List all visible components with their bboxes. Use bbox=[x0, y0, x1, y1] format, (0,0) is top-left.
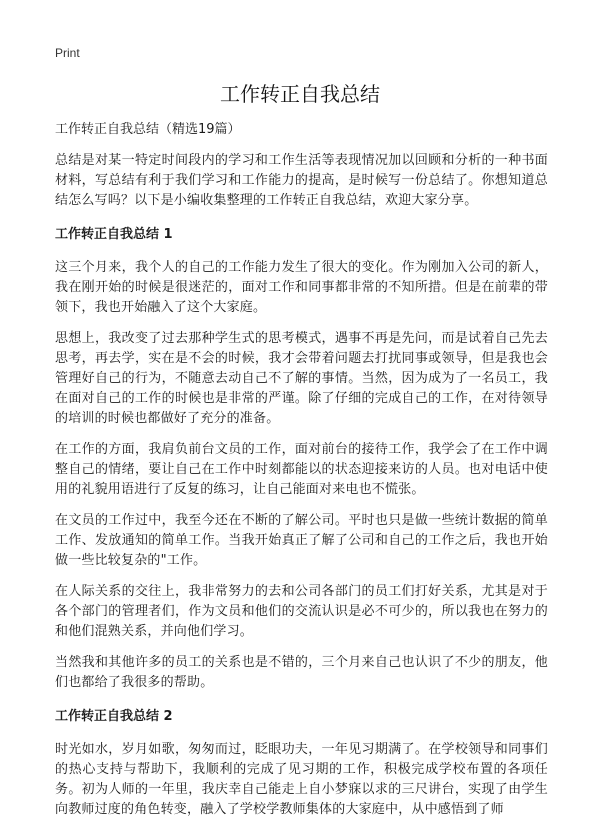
print-link[interactable]: Print bbox=[55, 46, 80, 60]
section-heading-1: 工作转正自我总结 1 bbox=[55, 227, 173, 242]
section-1-paragraph-3: 在工作的方面，我肩负前台文员的工作，面对前台的接待工作，我学会了在工作中调整自己的情绪，要让自己在工作中时刻都能以的状态迎接来访的人员。也对电话中使用的礼貌用语进行了反复的练习，让自己能面对来电也不慌张。 bbox=[55, 442, 548, 497]
section-1-paragraph-5: 在人际关系的交往上，我非常努力的去和公司各部门的员工们打好关系，尤其是对于各个部门的管理者们，作为文员和他们的交流认识是必不可少的，所以我也在努力的和他们混熟关系，并向他们学习。 bbox=[55, 584, 548, 639]
document-body bbox=[55, 120, 548, 828]
section-heading-2: 工作转正自我总结 2 bbox=[55, 709, 173, 724]
intro-paragraph: 总结是对某一特定时间段内的学习和工作生活等表现情况加以回顾和分析的一种书面材料，写总结有利于我们学习和工作能力的提高，是时候写一份总结了。你想知道总结怎么写吗？以下是小编收集整理的工作转正自我总结，欢迎大家分享。 bbox=[55, 153, 548, 208]
page-title: 工作转正自我总结 bbox=[220, 82, 380, 106]
section-1-paragraph-1: 这三个月来，我个人的自己的工作能力发生了很大的变化。作为刚加入公司的新人，我在刚开始的时候是很迷茫的，面对工作和同事都非常的不知所措。但是在前辈的带领下，我也开始融入了这个大家庭。 bbox=[55, 260, 548, 315]
section-1-paragraph-6: 当然我和其他许多的员工的关系也是不错的，三个月来自己也认识了不少的朋友，他们也都给了我很多的帮助。 bbox=[55, 655, 548, 690]
section-2-paragraph-1: 时光如水，岁月如歌，匆匆而过，眨眼功夫，一年见习期满了。在学校领导和同事们的热心支持与帮助下，我顺利的完成了见习期的工作，积极完成学校布置的各项任务。初为人师的一年里，我庆幸自己能走上自小梦寐以求的三尺讲台，实现了由学生向教师过度的角色转变，融入了学校学教师集体的大家庭中，从中感悟到了师 bbox=[55, 742, 548, 817]
section-1-paragraph-4: 在文员的工作过中，我至今还在不断的了解公司。平时也只是做一些统计数据的简单工作、发放通知的简单工作。当我开始真正了解了公司和自己的工作之后，我也开始做一些比较复杂的"工作。 bbox=[55, 513, 548, 568]
section-1-paragraph-2: 思想上，我改变了过去那种学生式的思考模式，遇事不再是先问，而是试着自己先去思考，再去学，实在是不会的时候，我才会带着问题去打扰同事或领导，但是我也会管理好自己的行为，不随意去动自己不了解的事情。当然，因为成为了一名员工，我在面对自己的工作的时候也是非常的严谨。除了仔细的完成自己的工作，在对待领导的培训的时候也都做好了充分的准备。 bbox=[55, 331, 548, 426]
document-subtitle: 工作转正自我总结（精选19篇） bbox=[55, 122, 241, 137]
